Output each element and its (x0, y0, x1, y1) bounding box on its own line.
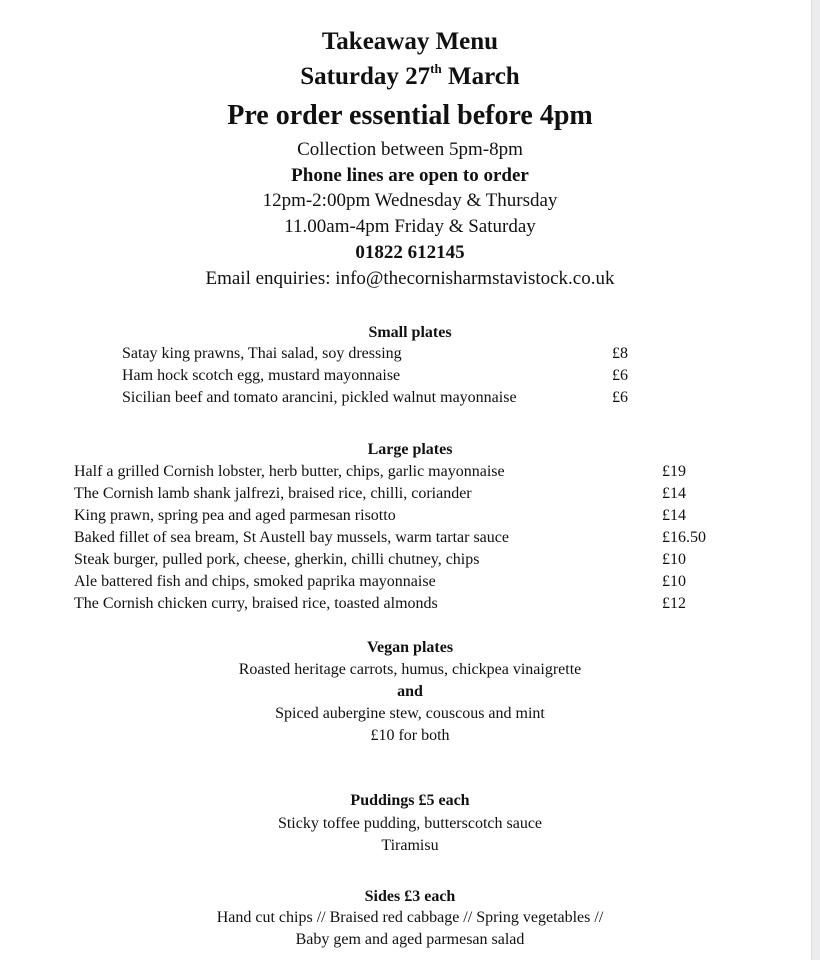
small-plate-name: Ham hock scotch egg, mustard mayonnaise (122, 367, 401, 384)
pudding-item: Tiramisu (381, 837, 439, 854)
sides-line: Hand cut chips // Braised red cabbage // Spring vegetables // (216, 909, 604, 926)
large-plate-price: £12 (662, 595, 686, 612)
large-plate-price: £19 (662, 463, 686, 480)
phone-number: 01822 612145 (355, 242, 465, 263)
vegan-item: Roasted heritage carrots, humus, chickpea vinaigrette (238, 661, 582, 678)
phone-lines-heading: Phone lines are open to order (291, 165, 529, 186)
large-plate-name: Baked fillet of sea bream, St Austell bay mussels, warm tartar sauce (74, 529, 509, 546)
puddings-heading: Puddings £5 each (350, 792, 470, 809)
large-plate-name: Half a grilled Cornish lobster, herb butter, chips, garlic mayonnaise (74, 463, 505, 480)
vegan-price: £10 for both (370, 727, 450, 744)
large-plate-price: £10 (662, 573, 686, 590)
large-plate-price: £16.50 (662, 529, 706, 546)
large-plates-heading: Large plates (367, 441, 453, 458)
preorder-notice: Pre order essential before 4pm (227, 100, 593, 131)
large-plate-name: The Cornish chicken curry, braised rice, toasted almonds (74, 595, 438, 612)
small-plate-price: £8 (612, 345, 628, 362)
large-plate-name: The Cornish lamb shank jalfrezi, braised rice, chilli, coriander (74, 485, 472, 502)
hours-weekday: 12pm-2:00pm Wednesday & Thursday (262, 190, 558, 211)
email-enquiries: Email enquiries: info@thecornisharmstavistock.co.uk (205, 268, 615, 289)
small-plate-name: Sicilian beef and tomato arancini, pickled walnut mayonnaise (122, 389, 517, 406)
collection-time: Collection between 5pm-8pm (297, 139, 523, 160)
date-suffix: th (430, 61, 442, 76)
date-day: Saturday 27 (300, 63, 431, 90)
date-month: March (441, 63, 520, 90)
large-plate-price: £10 (662, 551, 686, 568)
vegan-plates-heading: Vegan plates (366, 639, 454, 656)
large-plate-price: £14 (662, 507, 686, 524)
pudding-item: Sticky toffee pudding, butterscotch sauce (277, 815, 543, 832)
sides-line: Baby gem and aged parmesan salad (295, 931, 525, 948)
large-plate-name: Steak burger, pulled pork, cheese, gherkin, chilli chutney, chips (74, 551, 480, 568)
small-plate-price: £6 (612, 389, 628, 406)
small-plate-price: £6 (612, 367, 628, 384)
large-plate-price: £14 (662, 485, 686, 502)
menu-title: Takeaway Menu (321, 28, 499, 55)
large-plate-name: King prawn, spring pea and aged parmesan risotto (74, 507, 396, 524)
small-plates-heading: Small plates (368, 324, 452, 341)
vegan-item: Spiced aubergine stew, couscous and mint (275, 705, 545, 722)
large-plate-name: Ale battered fish and chips, smoked paprika mayonnaise (74, 573, 436, 590)
small-plate-name: Satay king prawns, Thai salad, soy dressing (122, 345, 402, 362)
vegan-joiner: and (397, 683, 423, 700)
menu-date (0, 63, 820, 91)
hours-weekend: 11.00am-4pm Friday & Saturday (284, 216, 536, 237)
sides-heading: Sides £3 each (364, 888, 456, 905)
